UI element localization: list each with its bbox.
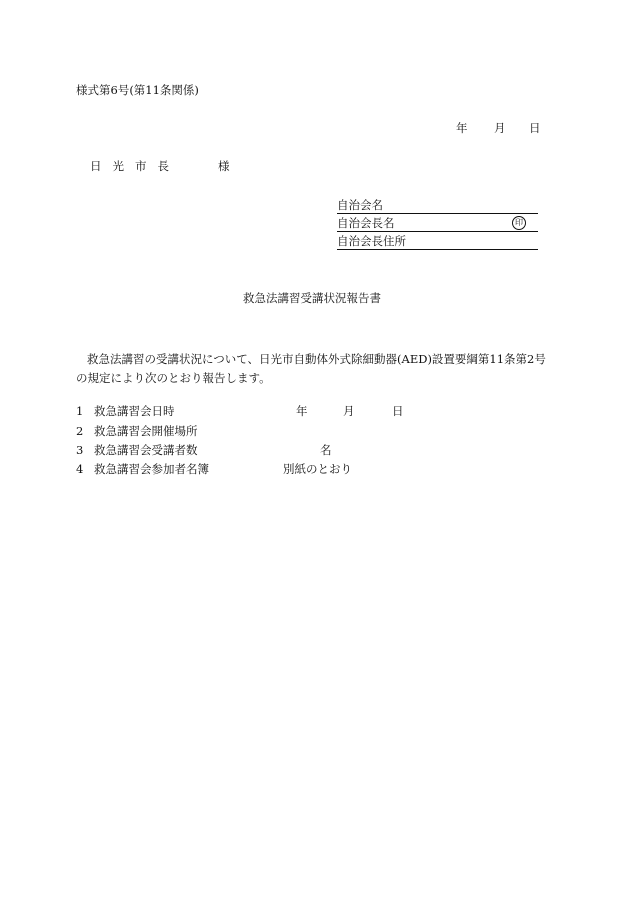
signature-org-label: 自治会名 xyxy=(337,197,383,212)
item-number: 1 xyxy=(76,404,84,418)
item-label-attendee-count: 救急講習会受講者数 xyxy=(94,443,198,457)
item-label-venue: 救急講習会開催場所 xyxy=(94,424,198,438)
date-month: 月 xyxy=(494,121,506,135)
item-number: 4 xyxy=(76,462,84,476)
item-label-roster: 救急講習会参加者名簿 xyxy=(94,462,209,476)
seal-mark: 印 xyxy=(512,216,526,230)
signature-rep-label: 自治会長名 xyxy=(337,215,395,230)
document-title: 救急法講習受講状況報告書 xyxy=(243,291,381,305)
item-count-unit: 名 xyxy=(320,443,332,457)
signature-rep-field xyxy=(337,214,538,232)
date-day: 日 xyxy=(529,121,541,135)
signature-address-field xyxy=(337,232,538,250)
item-number: 2 xyxy=(76,424,84,438)
addressee-name: 日光市長 xyxy=(90,159,180,173)
signature-org-field xyxy=(337,196,538,214)
form-number: 様式第6号(第11条関係) xyxy=(76,83,199,97)
item-roster-value: 別紙のとおり xyxy=(283,462,352,476)
item-label-datetime: 救急講習会日時 xyxy=(94,404,175,418)
item-datetime-year: 年 xyxy=(296,404,308,418)
item-datetime-month: 月 xyxy=(343,404,355,418)
addressee-honorific: 様 xyxy=(218,159,230,173)
date-year: 年 xyxy=(456,121,468,135)
signature-address-label: 自治会長住所 xyxy=(337,233,406,248)
body-paragraph xyxy=(76,350,556,388)
body-line-2: の規定により次のとおり報告します。 xyxy=(76,371,271,385)
item-datetime-day: 日 xyxy=(392,404,404,418)
item-number: 3 xyxy=(76,443,84,457)
body-line-1: 救急法講習の受講状況について、日光市自動体外式除細動器(AED)設置要綱第11条第2号 xyxy=(87,352,546,366)
